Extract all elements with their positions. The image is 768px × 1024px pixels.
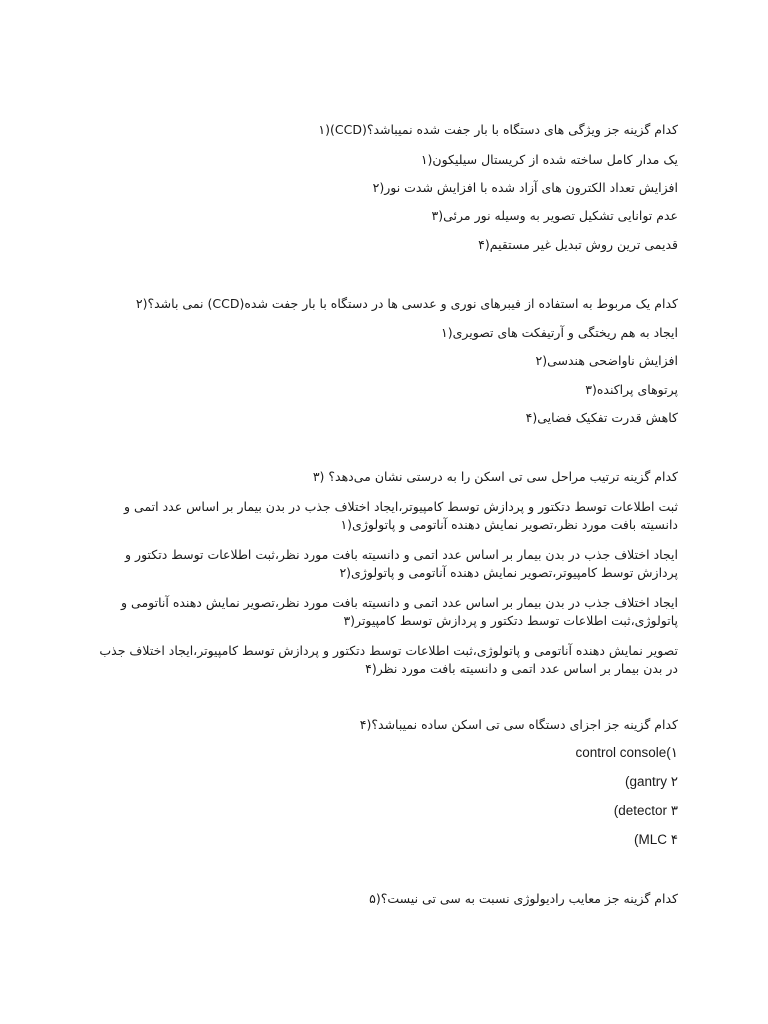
question-3-option-4: تصویر نمایش دهنده آناتومی و پاتولوژی،ثبت اطلاعات توسط دتکتور و پردازش توسط کامپیوتر،ایجاد اختلاف جذب در بدن بیمار بر اساس عدد اتمی و دانسیته بافت مورد نظر(۴ [99, 643, 678, 676]
question-3-option-2: ایجاد اختلاف جذب در بدن بیمار بر اساس عدد اتمی و دانسیته بافت مورد نظر،ثبت اطلاعات توسط دتکتور و پردازش توسط کامپیوتر،تصویر نمایش دهنده آناتومی و پاتولوژی(۲ [125, 547, 678, 580]
question-1-option-1: یک مدار کامل ساخته شده از کریستال سیلیکون(۱ [420, 152, 678, 167]
question-2-option-3: پرتوهای پراکنده(۳ [585, 382, 678, 397]
question-4-stem: کدام گزینه جز اجزای دستگاه سی تی اسکن ساده نمیباشد؟(۴ [359, 717, 678, 732]
question-1-option-2: افزایش تعداد الکترون های آزاد شده با افزایش شدت نور(۲ [372, 180, 678, 195]
question-4-option-2: gantry ۲) [624, 774, 678, 789]
question-4-option-1: control console(۱ [575, 745, 678, 760]
question-5-stem: کدام گزینه جز معایب رادیولوژی نسبت به سی تی نیست؟(۵ [369, 891, 678, 906]
question-4-option-3: detector ۳) [613, 803, 678, 818]
question-2-option-1: ایجاد به هم ریختگی و آرتیفکت های تصویری(۱ [441, 325, 678, 340]
question-1-option-3: عدم توانایی تشکیل تصویر به وسیله نور مرئی(۳ [431, 208, 678, 223]
question-3-stem: کدام گزینه ترتیب مراحل سی تی اسکن را به درستی نشان می‌دهد؟ (۳ [312, 469, 678, 484]
question-4-option-4: MLC ۴) [633, 832, 678, 847]
question-2-stem: کدام یک مربوط به استفاده از فیبرهای نوری و عدسی ها در دستگاه با بار جفت شده(CCD) نمی باشد؟(۲ [135, 296, 678, 311]
question-2-option-4: کاهش قدرت تفکیک فضایی(۴ [525, 410, 678, 425]
question-3-option-1: ثبت اطلاعات توسط دتکتور و پردازش توسط کامپیوتر،ایجاد اختلاف جذب در بدن بیمار بر اساس عدد اتمی و دانسیته بافت مورد نظر،تصویر نمایش دهنده آناتومی و پاتولوژی(۱ [124, 499, 678, 532]
question-1-stem: کدام گزینه جز ویژگی های دستگاه با بار جفت شده نمیباشد؟(CCD)(۱ [318, 122, 678, 137]
question-3-option-3: ایجاد اختلاف جذب در بدن بیمار بر اساس عدد اتمی و دانسیته بافت مورد نظر،تصویر نمایش دهنده آناتومی و پاتولوژی،ثبت اطلاعات توسط دتکتور و پردازش توسط کامپیوتر(۳ [121, 595, 678, 628]
question-2-option-2: افزایش ناواضحی هندسی(۲ [535, 353, 678, 368]
question-1-option-4: قدیمی ترین روش تبدیل غیر مستقیم(۴ [478, 237, 678, 252]
